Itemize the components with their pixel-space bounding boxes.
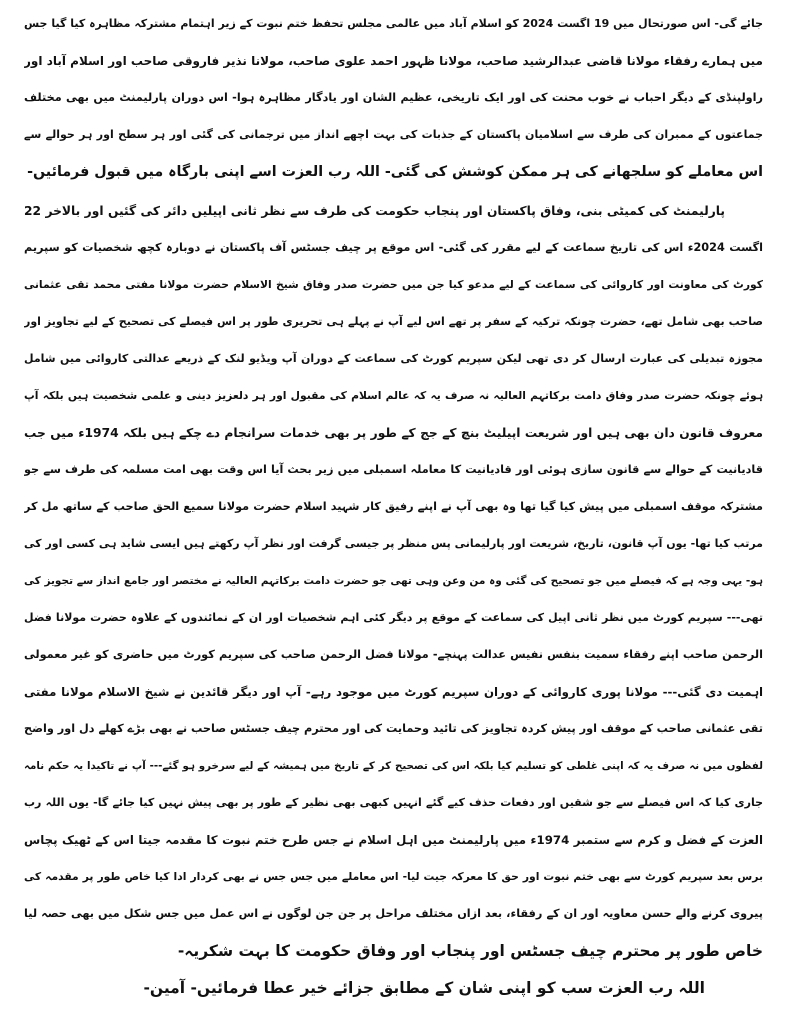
text-line: تھی--- سپریم کورٹ میں نظر ثانی اپیل کی سماعت کے موقع پر دیگر کئی اہم شخصیات اور ان کے نمائندوں کے علاوہ حضرت مولانا فضل bbox=[24, 611, 763, 624]
text-line: اس معاملے کو سلجھانے کی ہر ممکن کوشش کی گئی- اللہ رب العزت اسے اپنی بارگاہ میں قبول فرمائیں- bbox=[27, 164, 763, 180]
text-line: اگست 2024ء اس کی تاریخ سماعت کے لیے مقرر کی گئی- اس موقع پر چیف جسٹس آف پاکستان نے دوبارہ کچھ شخصیات کو سپریم bbox=[24, 241, 763, 254]
text-line: تقی عثمانی صاحب کے موقف اور پیش کردہ تجاویز کی تائید وحمایت کی اور محترم چیف جسٹس صاحب نے بھی بڑے کھلے دل اور واضح bbox=[24, 722, 763, 735]
text-line: راولپنڈی کے دیگر احباب نے خوب محنت کی اور ایک تاریخی، عظیم الشان اور یادگار مظاہرہ ہوا- اس دوران پارلیمنٹ میں بھی مختلف bbox=[24, 91, 763, 104]
text-line: جائے گی- اس صورتحال میں 19 اگست 2024 کو اسلام آباد میں عالمی مجلس تحفظ ختم نبوت کے زیر اہتمام مشترکہ مظاہرہ کیا گیا جس bbox=[24, 17, 763, 30]
text-line: مجوزہ تبدیلی کی عبارت ارسال کر دی تھی لیکن سپریم کورٹ کی سماعت کے دوران آپ ویڈیو لنک کے ذریعے عدالتی کاروائی میں شامل bbox=[24, 352, 763, 365]
text-line: جماعتوں کے ممبران کی طرف سے اسلامیان پاکستان کے جذبات کی بہت اچھے انداز میں ترجمانی کی گئی اور ہر سطح اور ہر حوالے سے bbox=[24, 128, 763, 141]
text-line: اللہ رب العزت سب کو اپنی شان کے مطابق جزائے خیر عطا فرمائیں- آمین- bbox=[143, 979, 705, 997]
text-line: معروف قانون دان بھی ہیں اور شریعت اپیلیٹ بنچ کے جج کے طور پر بھی خدمات سرانجام دے چکے ہیں بلکہ 1974ء میں جب bbox=[24, 426, 763, 440]
text-line: اہمیت دی گئی--- مولانا پوری کاروائی کے دوران سپریم کورٹ میں موجود رہے- آپ اور دیگر قائدین نے شیخ الاسلام مولانا مفتی bbox=[24, 685, 763, 699]
text-line: ہو- یہی وجہ ہے کہ فیصلے میں جو تصحیح کی گئی وہ من وعن وہی تھی جو حضرت دامت برکاتہم العالیہ نے مختصر اور جامع انداز سے تجویز کی bbox=[24, 575, 763, 587]
text-line: مشترکہ موقف اسمبلی میں پیش کیا گیا تھا وہ بھی آپ نے اپنے رفیق کار شہید اسلام حضرت مولانا سمیع الحق صاحب کے ساتھ مل کر bbox=[24, 500, 763, 513]
text-line: کورٹ کی معاونت اور کاروائی کی سماعت کے لیے مدعو کیا جن میں حضرت صدر وفاق شیخ الاسلام حضرت مولانا مفتی محمد تقی عثمانی bbox=[24, 278, 763, 291]
text-line: الرحمن صاحب اپنے رفقاء سمیت بنفس نفیس عدالت پہنچے- مولانا فضل الرحمن صاحب کی سپریم کورٹ میں حاضری کو غیر معمولی bbox=[24, 648, 763, 661]
text-line: پیروی کرنے والے حسن معاویہ اور ان کے رفقاء، بعد ازاں مختلف مراحل پر جن جن لوگوں نے اس عمل میں جس شکل میں بھی حصہ لیا bbox=[24, 907, 763, 920]
text-line: لفظوں میں نہ صرف یہ کہ اپنی غلطی کو تسلیم کیا بلکہ اس کی تصحیح کر کے تاریخ میں ہمیشہ کے لیے سرخرو ہو گئے--- آپ نے تاکیدا یہ حکم نامہ bbox=[24, 760, 763, 772]
text-line: جاری کیا کہ اس فیصلے سے جو شقیں اور دفعات حذف کیے گئے انہیں کبھی بھی نظیر کے طور پر بھی پیش نہیں کیا جائے گا- یوں اللہ رب bbox=[24, 796, 763, 809]
text-line: مرتب کیا تھا- یوں آپ قانون، تاریخ، شریعت اور پارلیمانی پس منظر پر جیسی گرفت اور نظر آپ رکھتے ہیں ایسی شاید ہی کسی اور کی bbox=[24, 537, 763, 550]
text-line: قادیانیت کے حوالے سے قانون سازی ہوئی اور قادیانیت کا معاملہ اسمبلی میں زیر بحث آیا اس وقت بھی امت مسلمہ کی طرف سے جو bbox=[24, 463, 763, 476]
text-line: پارلیمنٹ کی کمیٹی بنی، وفاق پاکستان اور پنجاب حکومت کی طرف سے نظر ثانی اپیلیں دائر کی گئیں اور بالاخر 22 bbox=[24, 204, 725, 218]
text-line: خاص طور پر محترم چیف جسٹس اور پنجاب اور وفاق حکومت کا بہت شکریہ- bbox=[177, 942, 763, 960]
text-line: العزت کے فضل و کرم سے ستمبر 1974ء میں پارلیمنٹ میں اہل اسلام نے جس طرح ختم نبوت کا مقدمہ جیتا اس کے ٹھیک پچاس bbox=[24, 833, 763, 847]
text-line: صاحب بھی شامل تھے، حضرت چونکہ ترکیہ کے سفر پر تھے اس لیے آپ نے پہلے ہی تحریری طور پر اس فیصلے کی تصحیح کے لیے تجاویز اور bbox=[24, 315, 763, 328]
text-line: برس بعد سپریم کورٹ سے بھی ختم نبوت اور حق کا معرکہ جیت لیا- اس معاملے میں جس جس نے بھی کردار ادا کیا خاص طور پر مقدمہ کی bbox=[24, 870, 763, 883]
text-line: میں ہمارے رفقاء مولانا قاضی عبدالرشید صاحب، مولانا ظہور احمد علوی صاحب، مولانا نذیر فاروقی صاحب اور اسلام آباد اور bbox=[24, 54, 763, 68]
text-line: ہوئے چونکہ حضرت صدر وفاق دامت برکاتہم العالیہ نہ صرف یہ کہ عالم اسلام کی مقبول اور ہر دلعزیز دینی و علمی شخصیت ہیں بلکہ آپ bbox=[24, 389, 763, 402]
